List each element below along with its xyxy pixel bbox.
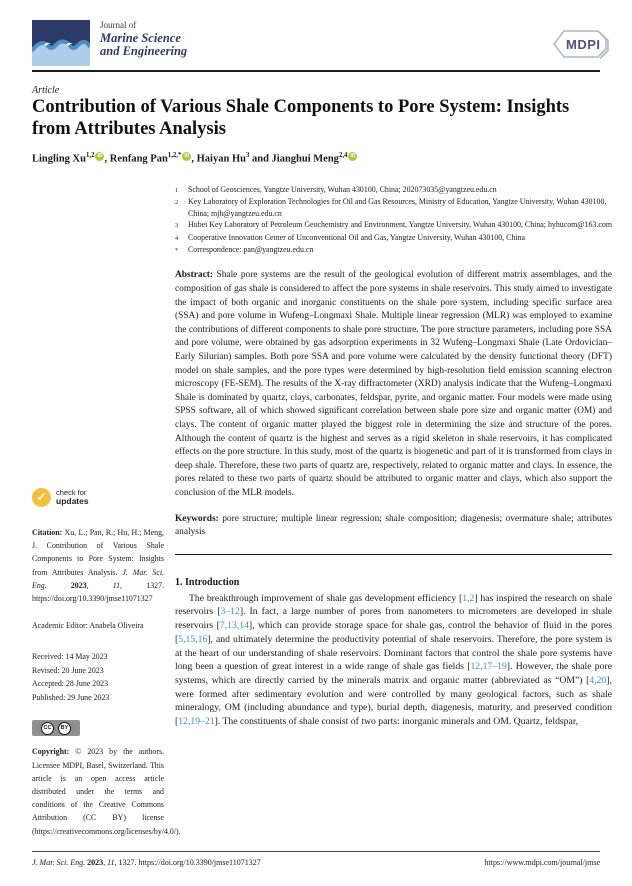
check-for-updates-badge[interactable] <box>32 486 164 508</box>
citation-pages: , 1327. <box>120 580 164 590</box>
affiliation-marker: * <box>175 247 179 255</box>
affiliation-row-correspondence <box>175 244 612 256</box>
orcid-icon[interactable]: iD <box>97 153 103 159</box>
page-footer <box>32 851 600 867</box>
orcid-icon[interactable]: iD <box>350 153 356 159</box>
citation-year: 2023 <box>70 580 87 590</box>
affiliation-marker: 4 <box>175 234 179 242</box>
journal-title-line1: Marine Science <box>100 31 181 45</box>
affiliation-row <box>175 196 612 219</box>
journal-title-line2: and Engineering <box>100 44 188 58</box>
affiliation-text: Cooperative Innovation Center of Unconventional Oil and Gas, Yangtze University, Wuhan 430100, China <box>188 232 525 242</box>
affiliation-marker: 2 <box>175 199 179 207</box>
citation-label: Citation: <box>32 528 63 537</box>
check-badge-line2: updates <box>56 496 89 506</box>
copyright-label: Copyright: <box>32 747 70 757</box>
copyright-text: © 2023 by the authors. Licensee MDPI, Basel, Switzerland. This article is an open access article distributed under the terms and conditions of the Creative Commons Attribution (CC BY) license (https://creativecommons.org/licenses/by/4.0/). <box>32 747 181 836</box>
citation-link[interactable]: 7,13,14 <box>219 620 249 632</box>
affiliation-text: Key Laboratory of Exploration Technologies for Oil and Gas Resources, Ministry of Education, Yangtze University, Wuhan 430100, China; mjh@yangtzeu.edu.cn <box>188 197 607 218</box>
author-separator: , <box>191 153 197 165</box>
affiliation-text: Hubei Key Laboratory of Petroleum Geochemistry and Environment, Yangtze University, Wuhan 430100, China; hyhucom@163.com <box>188 220 612 230</box>
author-separator: and <box>249 153 272 165</box>
date-received: Received: 14 May 2023 <box>32 652 108 662</box>
check-badge-line1: check for <box>56 487 87 497</box>
affiliation-row <box>175 184 612 196</box>
keywords-paragraph <box>175 513 612 540</box>
affiliations-list <box>175 184 612 256</box>
date-accepted: Accepted: 28 June 2023 <box>32 679 109 689</box>
mdpi-logo[interactable] <box>540 26 612 62</box>
check-icon: ✓ <box>32 488 51 507</box>
author-name: Haiyan Hu <box>196 153 246 165</box>
page-title: Contribution of Various Shale Components to Pore System: Insights from Attributes Analysis <box>32 97 570 139</box>
main-column <box>175 184 612 729</box>
intro-paragraph: The breakthrough improvement of shale gas development efficiency [1,2] has inspired the research on shale reservoirs [3–12]. In fact, a large number of pores from nanometers to micrometers are developed in shale reservoirs [7,13,14], which can provide storage space for shale gas, control the behavior of fluid in the pores [5,15,16], and ultimately determine the productivity potential of shale reservoirs. Therefore, the pore system is at the heart of our understanding of shale reservoirs. Dominant factors that control the shale pore systems have long been a question of great interest in a wide range of shale gas fields [12,17–19]. However, the shale pore systems, which are directly carried by the minerals matrix and organic matter (abbreviated as “OM”) [4,20], were formed after sedimentary evolution and were controlled by many geological factors, such as shale mineralogy, OM (including abundance and type), burial depth, diagenesis, maturity, and preserved condition [12,19–21]. The constituents of shale consist of two parts: inorganic minerals and OM. Quartz, feldspar, <box>175 592 613 728</box>
cc-icon: CC <box>41 722 54 735</box>
page-header <box>32 20 612 68</box>
date-revised: Revised: 20 June 2023 <box>32 665 104 675</box>
sidebar <box>32 486 181 838</box>
citation-volume: , 11 <box>86 580 121 590</box>
citation-link[interactable]: 5,15,16 <box>178 633 208 645</box>
citation-link[interactable]: 4,20 <box>589 674 607 686</box>
section-divider <box>175 554 612 555</box>
affiliation-text: School of Geosciences, Yangtze University, Wuhan 430100, China; 202073035@yangtzeu.edu.cn <box>188 185 497 194</box>
citation-journal: J. Mar. Sci. Eng. <box>32 567 164 590</box>
abstract-text: Shale pore systems are the result of the geological evolution of different matrix assemblages, and the composition of gas shale is considered to affect the pore systems in shale reservoirs. This study aimed to investigate the impact of both organic and inorganic constituents on the shale pore system, including specific surface area (SSA) and pore volume in Wufeng–Longmaxi Shale. Multiple linear regression (MLR) was employed to examine the contributions of different components to shale pore structure. The pore structure parameters, including pore SSA and pore volume, were obtained by gas adsorption experiments in 32 Wufeng–Longmaxi Shale (Late Ordovician–Early Silurian) samples. Both pore SSA and pore volume were calculated by the density functional theory (DFT) model on shale samples, and the pore types were determined by high-resolution field emission scanning electron microscopy (FE-SEM). The results of the X-ray diffractometer (XRD) analysis indicate that the Wufeng–Longmaxi Shale is dominated by quartz, clays, carbonates, feldspar, pyrite, and organic matter. Four models were made using SPSS software, all of which showed significant correlation between shale pore size and organic matter (OM) and clays. The content of organic matter played the biggest role in determining the size and structure of the pores. Although the content of quartz is the highest and serves as a rigid skeleton in shale reservoirs, it has complicated effects on the pore structure. In this study, most of the quartz is biogenetic and part of it is transformed from clays in deep shale. Therefore, these two parts of quartz are, respectively, related to organic matter and clays. In essence, the pores related to these two parts of quartz should be attributed to organic matter and clays, which also support the conclusion of the MLR models. <box>175 270 612 498</box>
author-name: Lingling Xu <box>32 153 86 165</box>
citation-link[interactable]: 3–12 <box>220 606 240 618</box>
footer-pages: , 1327. <box>114 858 139 867</box>
affiliation-row <box>175 219 612 231</box>
citation-block <box>32 526 164 605</box>
footer-doi-link[interactable]: https://doi.org/10.3390/jmse11071327 <box>138 858 261 867</box>
author-name: Jianghui Meng <box>271 153 339 165</box>
academic-editor-name: Anabela Oliveira <box>87 621 144 631</box>
affiliation-row <box>175 232 612 244</box>
footer-rule <box>32 851 600 852</box>
journal-name <box>100 21 187 58</box>
author-separator: , <box>104 153 110 165</box>
mdpi-wordmark: MDPI <box>566 37 601 52</box>
citation-doi-link[interactable]: https://doi.org/10.3390/jmse11071327 <box>32 594 153 604</box>
citation-link[interactable]: 1,2 <box>462 592 475 604</box>
article-dates <box>32 650 164 704</box>
author-affiliation-sup: 3 <box>245 152 250 159</box>
footer-citation <box>32 858 261 867</box>
journal-logo[interactable] <box>32 20 90 66</box>
abstract-label: Abstract: <box>175 270 214 281</box>
by-icon: BY <box>58 722 71 735</box>
header-rule <box>32 70 600 72</box>
keywords-label: Keywords: <box>175 513 219 524</box>
affiliation-marker: 1 <box>175 187 179 194</box>
footer-year: 2023 <box>87 858 104 867</box>
footer-volume: , 11 <box>103 858 115 867</box>
citation-link[interactable]: 12,19–21 <box>178 716 215 728</box>
authors-line <box>32 152 600 165</box>
footer-journal-url[interactable]: https://www.mdpi.com/journal/jmse <box>484 858 600 867</box>
date-published: Published: 29 June 2023 <box>32 692 110 702</box>
cc-by-badge[interactable] <box>32 720 80 736</box>
academic-editor <box>32 619 164 632</box>
orcid-icon[interactable]: iD <box>184 153 190 159</box>
waves-icon <box>32 20 90 66</box>
journal-kicker: Journal of <box>100 20 137 30</box>
author-affiliation-sup: 2,4 <box>338 152 348 159</box>
correspondence-text[interactable]: Correspondence: pan@yangtzeu.edu.cn <box>188 245 314 255</box>
author-affiliation-sup: 1,2,* <box>167 152 182 159</box>
academic-editor-label: Academic Editor: <box>32 621 88 631</box>
intro-heading: 1. Introduction <box>175 576 240 588</box>
citation-text: Xu, L.; Pan, R.; Hu, H.; Meng, J. Contribution of Various Shale Components to Pore System: Insights from Attributes Analysis. <box>32 528 164 577</box>
copyright-block <box>32 745 181 837</box>
article-type-label: Article <box>32 85 60 96</box>
abstract-paragraph <box>175 269 612 500</box>
footer-journal-abbr: J. Mar. Sci. Eng. <box>32 858 88 867</box>
author-affiliation-sup: 1,2 <box>85 152 95 159</box>
citation-link[interactable]: 12,17–19 <box>470 661 507 673</box>
keywords-text: pore structure; multiple linear regression; shale composition; diagenesis; overmature shale; attributes analysis <box>175 513 612 538</box>
affiliation-marker: 3 <box>175 222 179 230</box>
check-badge-text <box>56 489 89 506</box>
author-name: Renfang Pan <box>109 153 168 165</box>
